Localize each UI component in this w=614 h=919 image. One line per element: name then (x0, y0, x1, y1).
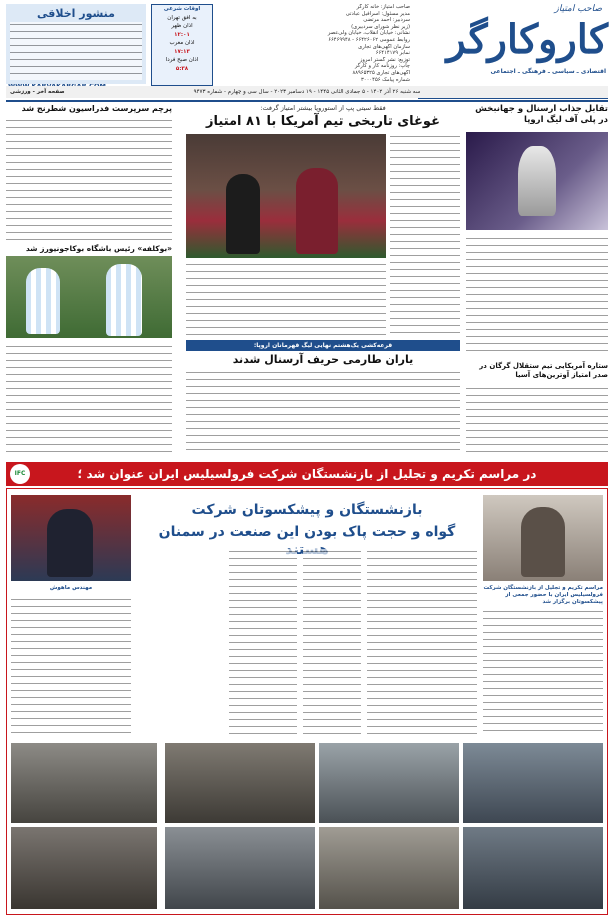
player-figure (106, 264, 142, 336)
tagline: اقتصادی ـ سیاسی ـ فرهنگی ـ اجتماعی (490, 68, 606, 75)
right-subhead[interactable]: ستاره آمریکایی تیم ستقلال گرگان در صدر امتیاز آوترین‌های آسیا (479, 362, 608, 379)
feature-body-col2 (367, 549, 477, 737)
speaker-image-right (483, 495, 603, 581)
info-line: توزیع: نشر گستر امروز (359, 56, 410, 63)
ceremony-photo (11, 827, 157, 909)
ceremony-photo (463, 827, 603, 909)
feature-caption-right: مراسم تکریم و تجلیل از بازنشستگان شرکت فرولسیلیس ایران با حضور جمعی از پیشکسوتان برگزار شد (483, 585, 603, 605)
info-line: نمابر ۶۶۴۱۴۱۷۹ (375, 50, 410, 57)
prayer-city: به افق تهران (167, 14, 197, 21)
info-line: نشانی: خیابان انقلاب، خیابان ولی‌عصر (327, 30, 410, 37)
info-line: مدیر مسئول: اسرافیل عبادتی (345, 10, 410, 17)
mid-body-right (390, 134, 460, 334)
ceremony-photo (319, 743, 459, 823)
prayer-time: ۱۷:۱۳ (174, 48, 190, 55)
ceremony-photo (319, 827, 459, 909)
feature-banner-text[interactable]: در مراسم تکریم و تجلیل از بازنشستگان شرکت فرولسیلیس ایران عنوان شد ؛ (77, 467, 537, 481)
coach-figure (226, 174, 260, 254)
feature-caption-left: مهندس ماهوش (49, 585, 93, 591)
mid-body-bottom (186, 370, 460, 452)
mid-body-lower (186, 262, 386, 336)
left-body-2 (6, 344, 172, 452)
right-column (466, 104, 608, 454)
ceremony-photo (11, 743, 157, 823)
header (6, 4, 608, 102)
prayer-times-box (151, 4, 213, 86)
mid-headline-2[interactable]: یاران طارمی حریف آرسنال شدند (232, 353, 414, 366)
ceremony-photo (165, 743, 315, 823)
prayer-time: ۱۲:۰۱ (174, 31, 190, 38)
ethics-charter-box (6, 4, 146, 84)
info-line: سازمان آگهی‌های تجاری (358, 43, 410, 50)
left-body (6, 118, 172, 242)
speaker-figure (521, 507, 565, 577)
info-line: سردبیر: احمد مرتضی (363, 17, 410, 24)
feature-body-left (11, 597, 131, 737)
info-line: شماره پیامک ۳۰۰۰۴۵۶ (361, 76, 410, 83)
mid-kicker: فقط سیتی پپ از استوروپا بیشتر امتیاز گرفت: (260, 104, 386, 112)
prayer-time: ۵:۳۸ (175, 65, 189, 72)
prayer-label: اذان ظهر (171, 23, 193, 29)
maradona-riquelme-image (6, 256, 172, 338)
feature-headline-2[interactable]: گواه و حجت پاک بودن این صنعت در سمنان (158, 524, 456, 540)
left-column (6, 104, 172, 454)
feature-body-right (483, 609, 603, 737)
feature-headline-1[interactable]: بازنشستگان و پیشکسوتان شرکت (191, 502, 423, 518)
left-headline[interactable]: پرچم سرپرست فدراسیون شطرنج شد (21, 104, 172, 113)
info-line: چاپ: روزنامه کار و کارگر (354, 63, 410, 70)
small-logo: صاحب امتیاز (554, 4, 602, 14)
mid-strip: قرعه‌کشی یک‌هشتم نهایی لیگ قهرمانان اروپا: (186, 340, 460, 351)
info-line: آگهی‌های تجاری ۸۸۹۶۵۳۲۵ (352, 69, 410, 76)
ethics-heading: منشور اخلاقی (37, 7, 115, 20)
mid-headline[interactable]: غوغای تاریخی تیم آمریکا با ۸۱ امتیاز (206, 114, 440, 129)
prayer-label: اذان مغرب (169, 40, 195, 46)
right-article-body (466, 236, 608, 356)
player-figure (26, 268, 60, 334)
football-match-image (186, 134, 386, 258)
info-line: (زیر نظر شورای سردبیری) (351, 23, 410, 30)
ethics-body (10, 22, 142, 80)
middle-column (186, 104, 460, 454)
info-line: صاحب امتیاز: خانه کارگر (356, 4, 410, 10)
right-headline[interactable]: تقابل جذاب آرسنال و جهانبخش در پلی آف لیگ اروپا (475, 104, 608, 125)
left-headline-2[interactable]: «بوکلفه» رئیس باشگاه بوکاجونیورز شد (25, 244, 172, 253)
feature-body-col4 (229, 549, 297, 737)
ceremony-photo (463, 743, 603, 823)
europa-league-image (466, 132, 608, 230)
speaker-figure (47, 509, 93, 577)
feature-section (6, 488, 608, 915)
dateline-bar (6, 86, 608, 98)
ceremony-photo (165, 827, 315, 909)
dateline-text: سه شنبه ۲۶ آذر ۱۴۰۲ - ۵ جمادی الثانی ۱۴۴۵ - ۱۹ دسامبر ۲۰۲۳ - سال سی و چهارم - شماره ۹۴۷۳ (193, 89, 421, 95)
feature-banner (6, 462, 608, 486)
speaker-image-left (11, 495, 131, 581)
ifc-logo: IFC (10, 464, 30, 484)
newspaper-logo: کاروکارگر (446, 16, 608, 63)
prayer-title: اوقات شرعی (163, 6, 201, 12)
trophy-icon (518, 146, 556, 216)
feature-body-col3 (303, 549, 361, 737)
player-figure (296, 168, 338, 254)
page-label: صفحه آخر - ورزشی (10, 89, 65, 95)
info-line: روابط عمومی ۶۶۴۲۶۰۶۲ - ۶۶۴۶۹۹۴۸ (328, 36, 410, 43)
prayer-label: اذان صبح فردا (165, 57, 199, 63)
right-article-body-2 (466, 386, 608, 452)
